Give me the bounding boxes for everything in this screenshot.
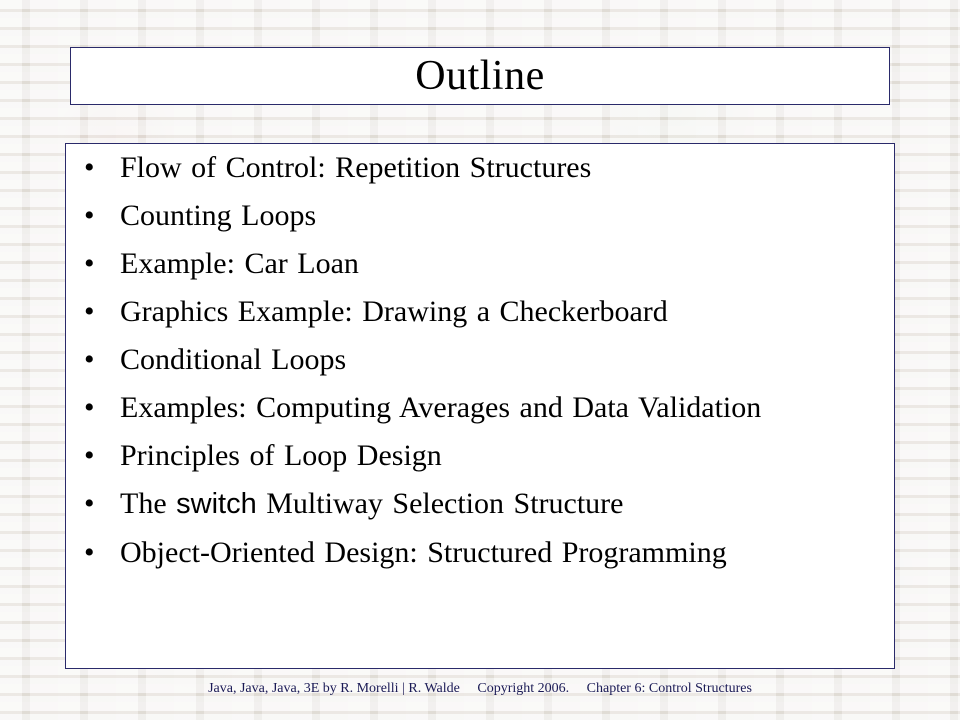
list-item-text: Conditional Loops (120, 343, 347, 376)
list-item (84, 488, 884, 520)
list-item-text-prefix: The (120, 487, 177, 520)
footer-copyright: Copyright 2006. (477, 681, 570, 696)
content-frame (65, 143, 895, 669)
bullet-icon: • (84, 439, 95, 472)
bullet-icon: • (84, 199, 95, 232)
list-item-text-suffix: Multiway Selection Structure (256, 487, 624, 520)
list-item (84, 537, 884, 568)
code-keyword: switch (176, 488, 257, 520)
bullet-icon: • (84, 151, 95, 184)
list-item-text: Graphics Example: Drawing a Checkerboard (120, 295, 668, 328)
list-item (84, 440, 884, 471)
bullet-icon: • (84, 487, 95, 520)
slide-title: Outline (415, 53, 545, 99)
list-item (84, 344, 884, 375)
slide-footer (0, 681, 960, 697)
list-item-text: Flow of Control: Repetition Structures (120, 151, 592, 184)
list-item (84, 296, 884, 327)
title-frame (70, 47, 890, 105)
list-item-text: Principles of Loop Design (120, 439, 442, 472)
list-item (84, 392, 884, 423)
footer-book: Java, Java, Java, 3E by R. Morelli | R. Walde (208, 681, 460, 696)
footer-chapter: Chapter 6: Control Structures (586, 681, 752, 696)
bullet-icon: • (84, 391, 95, 424)
list-item-text: Examples: Computing Averages and Data Validation (120, 391, 762, 424)
list-item-text: Example: Car Loan (120, 247, 359, 280)
list-item (84, 200, 884, 231)
list-item-text: Object-Oriented Design: Structured Programming (120, 536, 727, 569)
bullet-icon: • (84, 295, 95, 328)
outline-list (84, 152, 884, 585)
bullet-icon: • (84, 536, 95, 569)
bullet-icon: • (84, 247, 95, 280)
list-item (84, 248, 884, 279)
list-item (84, 152, 884, 183)
bullet-icon: • (84, 343, 95, 376)
list-item-text: Counting Loops (120, 199, 317, 232)
